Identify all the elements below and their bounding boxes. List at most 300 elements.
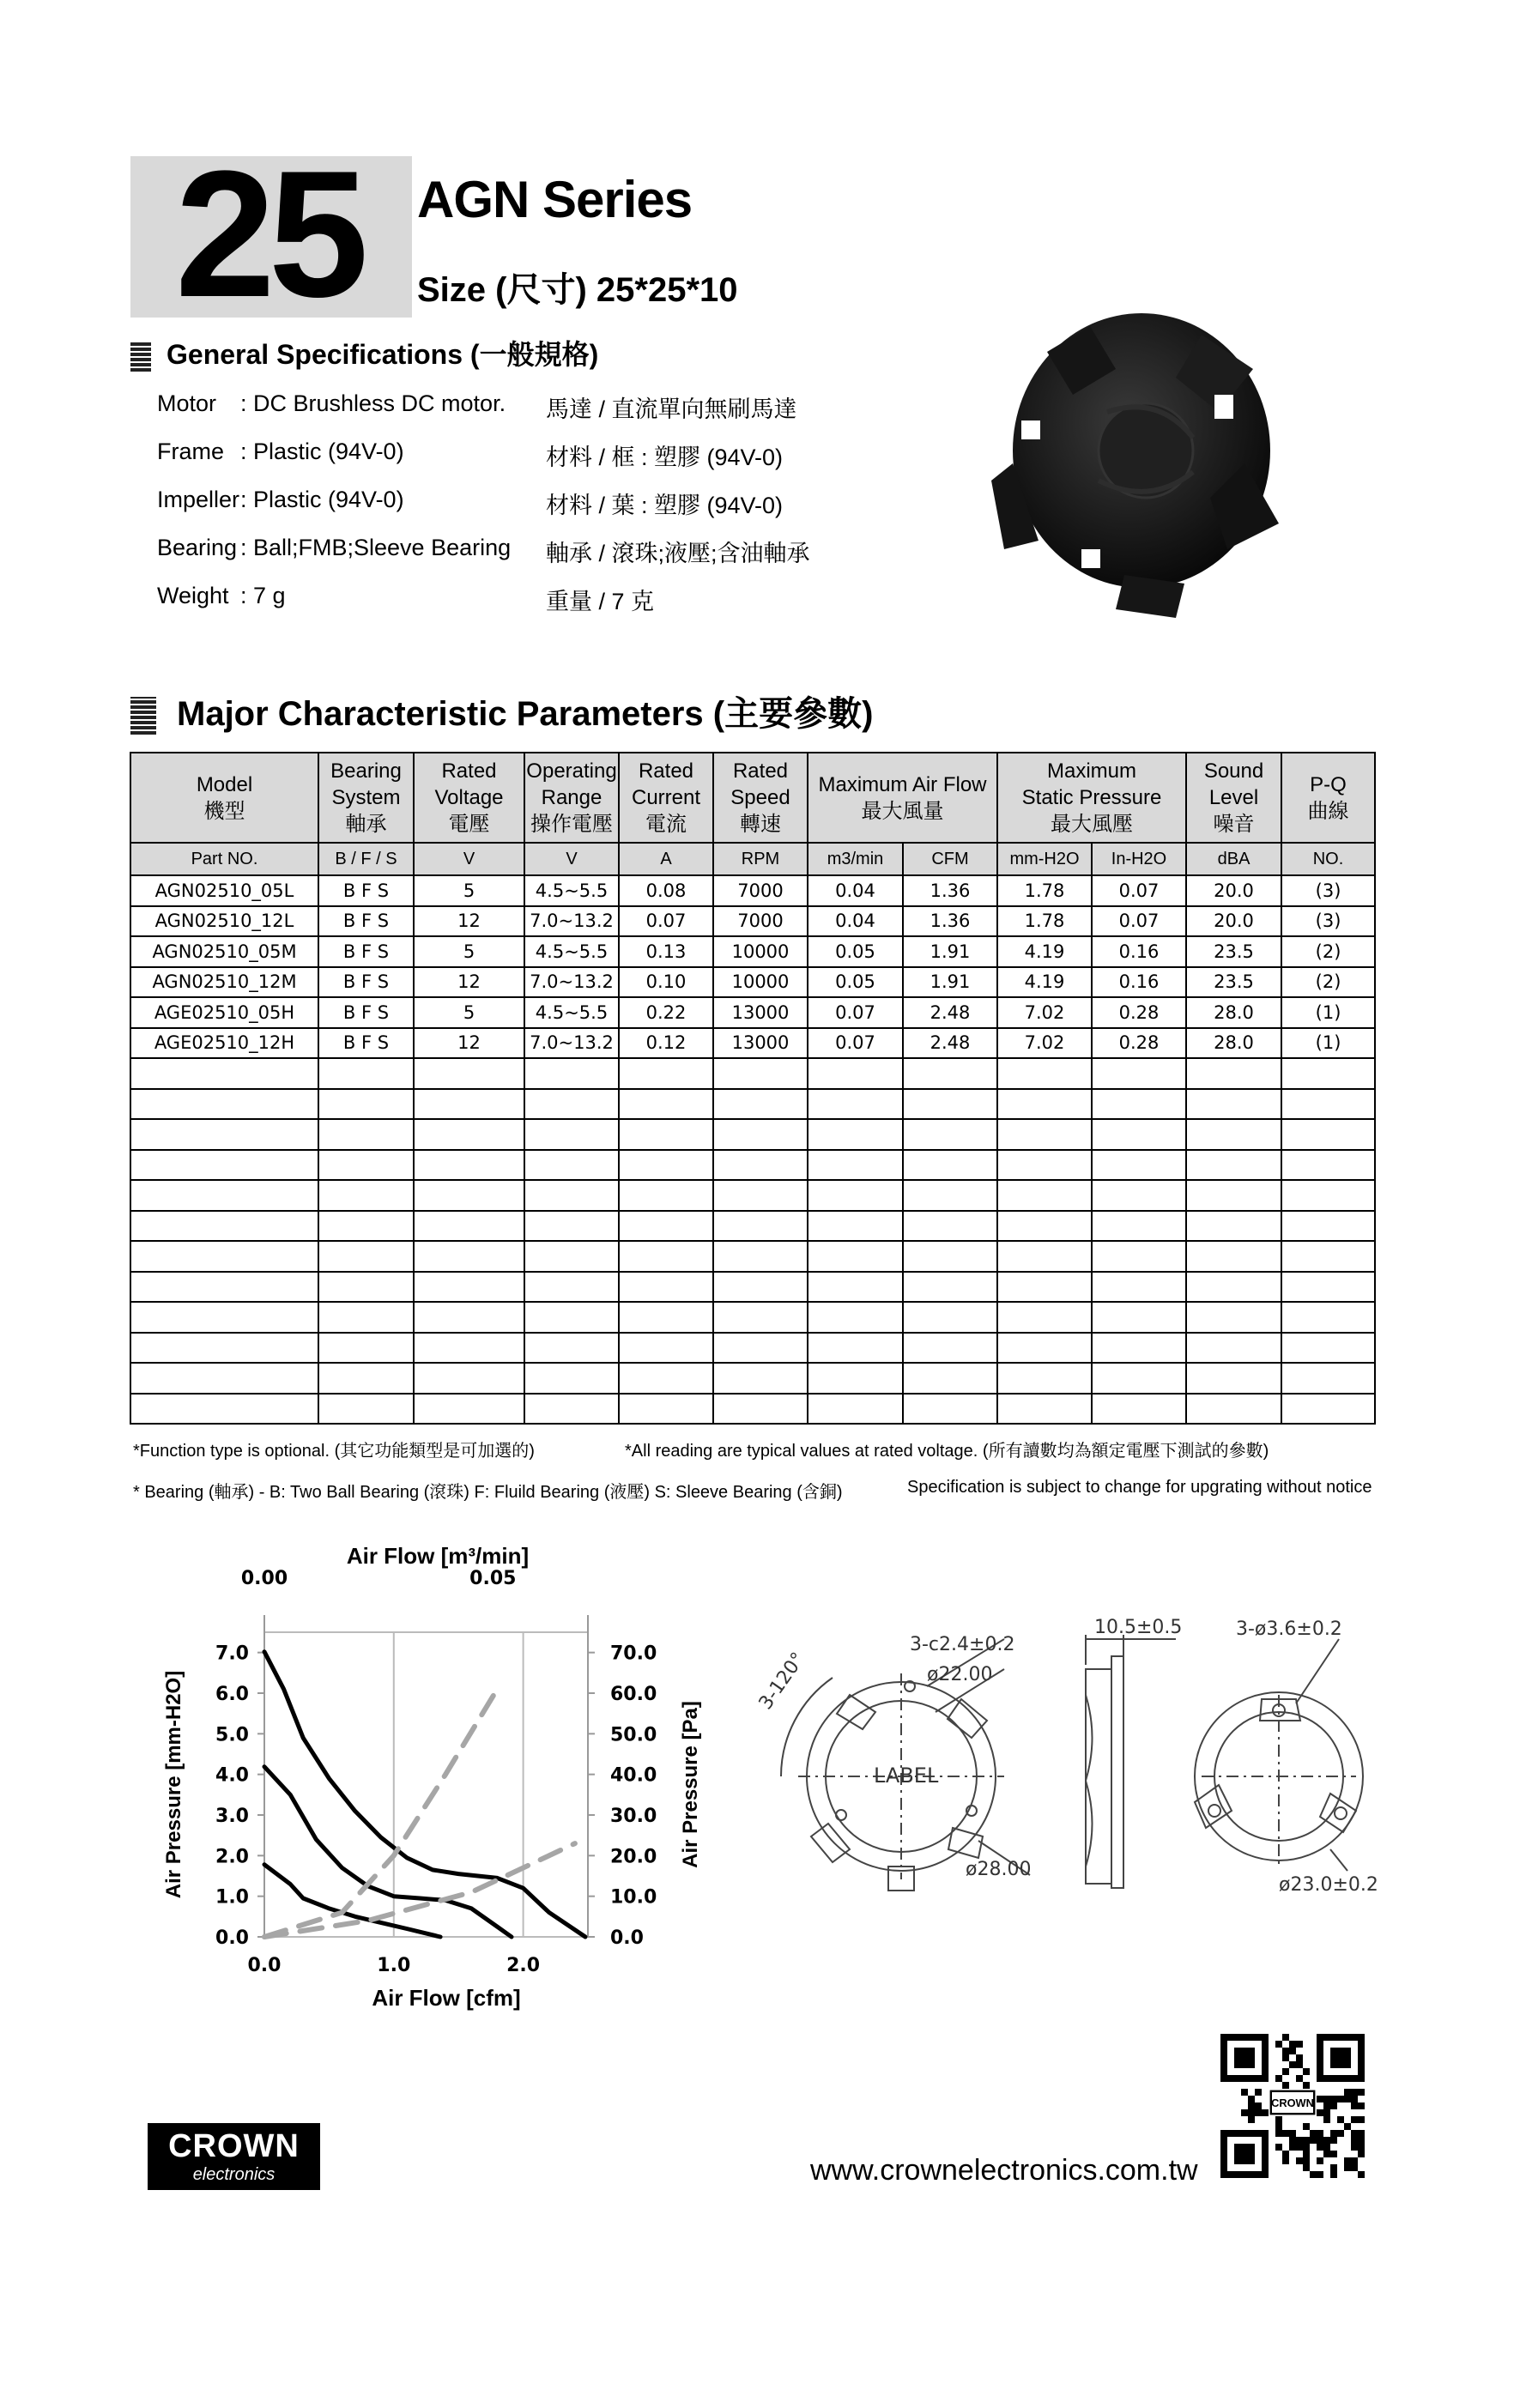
qr-module: [1241, 2109, 1248, 2116]
empty-cell: [318, 1272, 414, 1303]
table-cell: B F S: [318, 936, 414, 967]
empty-cell: [318, 1333, 414, 1364]
empty-table-row: [130, 1272, 1375, 1303]
qr-finder-core: [1234, 2048, 1255, 2068]
spec-label: Bearing: [157, 535, 238, 560]
col-bearing: Bearing System 軸承: [318, 753, 414, 843]
qr-module: [1275, 2116, 1282, 2123]
table-cell: 10000: [713, 936, 808, 967]
qr-logo-text: CROWN: [1271, 2096, 1314, 2109]
table-cell: 0.04: [808, 875, 903, 906]
empty-table-row: [130, 1302, 1375, 1333]
unit-cell: B / F / S: [318, 843, 414, 875]
table-cell: 0.04: [808, 906, 903, 937]
qr-module: [1296, 2144, 1303, 2151]
logo-main-text: CROWN: [168, 2128, 300, 2164]
qr-module: [1330, 2171, 1337, 2178]
table-cell: (1): [1281, 1028, 1375, 1059]
empty-cell: [1186, 1241, 1281, 1272]
empty-cell: [808, 1333, 903, 1364]
qr-module: [1358, 2144, 1365, 2151]
empty-cell: [713, 1058, 808, 1089]
qr-module: [1323, 2144, 1330, 2151]
empty-cell: [414, 1089, 524, 1120]
spec-label: Motor: [157, 390, 217, 416]
table-cell: (3): [1281, 906, 1375, 937]
empty-cell: [414, 1150, 524, 1181]
pq-curve-0: [264, 1652, 585, 1937]
empty-cell: [318, 1302, 414, 1333]
qr-code: [1220, 2034, 1365, 2178]
empty-cell: [713, 1302, 808, 1333]
table-cell: 1.36: [903, 875, 997, 906]
empty-cell: [713, 1272, 808, 1303]
series-title: AGN Series: [417, 171, 693, 228]
empty-cell: [808, 1119, 903, 1150]
col-operating: Operating Range 操作電壓: [524, 753, 619, 843]
table-cell: B F S: [318, 906, 414, 937]
qr-module: [1351, 2164, 1358, 2171]
qr-module: [1330, 2151, 1337, 2157]
empty-cell: [1281, 1333, 1375, 1364]
qr-module: [1323, 2151, 1330, 2157]
empty-cell: [1186, 1363, 1281, 1394]
note-function: *Function type is optional. (其它功能類型是可加選的): [133, 1442, 535, 1461]
dim-23-label: ø23.0±0.2: [1279, 1874, 1378, 1896]
empty-cell: [713, 1150, 808, 1181]
table-cell: 20.0: [1186, 906, 1281, 937]
pq-curve-1: [264, 1767, 512, 1937]
table-cell: 28.0: [1186, 997, 1281, 1028]
table-cell: B F S: [318, 997, 414, 1028]
qr-module: [1262, 2109, 1269, 2116]
empty-cell: [903, 1089, 997, 1120]
spec-value: : Plastic (94V-0): [240, 439, 404, 464]
empty-cell: [130, 1150, 318, 1181]
empty-cell: [713, 1211, 808, 1242]
qr-module: [1303, 2164, 1310, 2171]
table-cell: 28.0: [1186, 1028, 1281, 1059]
spec-zh: 軸承 / 滾珠;液壓;含油軸承: [546, 541, 810, 566]
qr-module: [1282, 2157, 1289, 2164]
dim-120-label: 3-120°: [754, 1649, 810, 1714]
empty-cell: [414, 1058, 524, 1089]
table-cell: 0.07: [808, 1028, 903, 1059]
empty-cell: [1186, 1150, 1281, 1181]
x-tick-label: 0.0: [247, 1955, 282, 1976]
table-cell: 4.5~5.5: [524, 875, 619, 906]
table-cell: 13000: [713, 1028, 808, 1059]
empty-cell: [713, 1089, 808, 1120]
empty-cell: [414, 1272, 524, 1303]
table-row: [130, 967, 1375, 998]
table-cell: 1.78: [997, 875, 1092, 906]
top-tick-label: 0.00: [240, 1568, 288, 1589]
table-cell: 0.07: [1092, 875, 1186, 906]
qr-module: [1323, 2137, 1330, 2144]
empty-cell: [524, 1363, 619, 1394]
qr-module: [1337, 2096, 1344, 2102]
y-tick-label: 3.0: [215, 1806, 249, 1827]
qr-module: [1289, 2041, 1296, 2048]
empty-cell: [619, 1119, 713, 1150]
table-cell: 0.22: [619, 997, 713, 1028]
empty-cell: [713, 1363, 808, 1394]
empty-cell: [524, 1150, 619, 1181]
table-cell: 0.13: [619, 936, 713, 967]
note-bearing: * Bearing (軸承) - B: Two Ball Bearing (滾珠) F: Fluild Bearing (液壓) S: Sleeve Bearing (含銅): [133, 1483, 843, 1502]
col-voltage: Rated Voltage 電壓: [414, 753, 524, 843]
table-cell: 1.78: [997, 906, 1092, 937]
table-cell: B F S: [318, 1028, 414, 1059]
x-axis-title: Air Flow [cfm]: [372, 1985, 521, 2011]
empty-cell: [903, 1058, 997, 1089]
empty-cell: [1092, 1180, 1186, 1211]
qr-module: [1351, 2137, 1358, 2144]
empty-cell: [414, 1119, 524, 1150]
qr-module: [1351, 2102, 1358, 2109]
spec-value: : Plastic (94V-0): [240, 487, 404, 512]
qr-module: [1344, 2123, 1351, 2130]
table-cell: 7000: [713, 875, 808, 906]
unit-row: [130, 843, 1375, 875]
table-cell: AGE02510_05H: [130, 997, 318, 1028]
empty-cell: [808, 1150, 903, 1181]
spec-label: Weight: [157, 583, 229, 608]
empty-cell: [524, 1394, 619, 1425]
qr-module: [1351, 2089, 1358, 2096]
plot-frame: [264, 1632, 588, 1937]
unit-cell: NO.: [1281, 843, 1375, 875]
empty-cell: [1186, 1302, 1281, 1333]
empty-cell: [1186, 1211, 1281, 1242]
empty-cell: [903, 1241, 997, 1272]
empty-cell: [318, 1150, 414, 1181]
empty-cell: [619, 1180, 713, 1211]
table-cell: 0.12: [619, 1028, 713, 1059]
spec-zh: 馬達 / 直流單向無刷馬達: [546, 396, 797, 422]
major-param-title: Major Characteristic Parameters (主要參數): [177, 695, 874, 733]
empty-cell: [997, 1394, 1092, 1425]
table-cell: 4.19: [997, 936, 1092, 967]
empty-cell: [524, 1119, 619, 1150]
qr-module: [1255, 2089, 1262, 2096]
drawing-label-text: LABEL: [874, 1764, 939, 1788]
table-cell: (2): [1281, 936, 1375, 967]
qr-module: [1296, 2054, 1303, 2061]
spec-zh: 材料 / 葉 : 塑膠 (94V-0): [546, 493, 784, 518]
qr-module: [1282, 2068, 1289, 2075]
unit-cell: V: [414, 843, 524, 875]
empty-table-row: [130, 1180, 1375, 1211]
empty-cell: [1092, 1272, 1186, 1303]
empty-cell: [903, 1272, 997, 1303]
empty-cell: [130, 1089, 318, 1120]
table-cell: 1.91: [903, 936, 997, 967]
dim-22-label: ø22.00: [927, 1664, 993, 1685]
table-cell: 0.16: [1092, 936, 1186, 967]
empty-cell: [130, 1241, 318, 1272]
empty-cell: [1092, 1394, 1186, 1425]
table-cell: 0.07: [808, 997, 903, 1028]
spec-label: Frame: [157, 439, 225, 464]
table-cell: 20.0: [1186, 875, 1281, 906]
table-cell: 7.02: [997, 1028, 1092, 1059]
qr-module: [1289, 2130, 1296, 2137]
qr-module: [1282, 2034, 1289, 2041]
empty-cell: [130, 1394, 318, 1425]
note-spec-change: Specification is subject to change for upgrating without notice: [907, 1478, 1372, 1497]
table-cell: 0.07: [619, 906, 713, 937]
qr-module: [1330, 2096, 1337, 2102]
y2-tick-label: 60.0: [610, 1684, 657, 1705]
empty-cell: [903, 1302, 997, 1333]
table-cell: 4.5~5.5: [524, 997, 619, 1028]
y-tick-label: 1.0: [215, 1886, 249, 1909]
qr-module: [1330, 2102, 1337, 2109]
y-tick-label: 6.0: [215, 1684, 249, 1705]
qr-module: [1289, 2137, 1296, 2144]
chart-grid: [257, 1615, 595, 1937]
y2-tick-label: 30.0: [610, 1806, 657, 1827]
dim-36-label: 3-ø3.6±0.2: [1236, 1618, 1342, 1640]
qr-module: [1317, 2109, 1323, 2116]
empty-cell: [414, 1241, 524, 1272]
qr-module: [1358, 2171, 1365, 2178]
qr-module: [1344, 2096, 1351, 2102]
empty-cell: [903, 1211, 997, 1242]
note-reading: *All reading are typical values at rated voltage. (所有讀數均為額定電壓下測試的參數): [625, 1442, 1269, 1461]
general-spec-heading: [130, 333, 598, 372]
empty-cell: [1092, 1150, 1186, 1181]
empty-cell: [997, 1302, 1092, 1333]
qr-module: [1351, 2130, 1358, 2137]
top-tick-label: 0.05: [469, 1568, 517, 1589]
unit-cell: dBA: [1186, 843, 1281, 875]
y2-tick-label: 10.0: [610, 1886, 657, 1909]
empty-cell: [619, 1333, 713, 1364]
qr-module: [1296, 2041, 1303, 2048]
empty-cell: [808, 1302, 903, 1333]
empty-cell: [414, 1333, 524, 1364]
qr-module: [1351, 2116, 1358, 2123]
table-cell: 1.36: [903, 906, 997, 937]
empty-cell: [130, 1058, 318, 1089]
qr-module: [1303, 2068, 1310, 2075]
col-speed: Rated Speed 轉速: [713, 753, 808, 843]
unit-cell: mm-H2O: [997, 843, 1092, 875]
table-cell: 0.05: [808, 967, 903, 998]
empty-cell: [524, 1180, 619, 1211]
table-cell: 0.07: [1092, 906, 1186, 937]
empty-cell: [1092, 1119, 1186, 1150]
qr-module: [1317, 2157, 1323, 2164]
empty-cell: [1281, 1058, 1375, 1089]
qr-finder-core: [1234, 2144, 1255, 2164]
qr-module: [1303, 2082, 1310, 2089]
table-cell: B F S: [318, 967, 414, 998]
col-sound: Sound Level 噪音: [1186, 753, 1281, 843]
empty-cell: [903, 1180, 997, 1211]
qr-module: [1275, 2130, 1282, 2137]
table-row: [130, 936, 1375, 967]
empty-cell: [524, 1241, 619, 1272]
empty-cell: [1281, 1394, 1375, 1425]
table-cell: 5: [414, 936, 524, 967]
qr-module: [1289, 2048, 1296, 2054]
table-cell: 1.91: [903, 967, 997, 998]
table-cell: 0.16: [1092, 967, 1186, 998]
empty-cell: [414, 1363, 524, 1394]
empty-cell: [318, 1089, 414, 1120]
table-cell: 12: [414, 1028, 524, 1059]
qr-module: [1282, 2151, 1289, 2157]
empty-cell: [1092, 1363, 1186, 1394]
empty-cell: [1186, 1180, 1281, 1211]
qr-module: [1296, 2157, 1303, 2164]
table-cell: 0.05: [808, 936, 903, 967]
qr-module: [1323, 2109, 1330, 2116]
y2-tick-label: 0.0: [610, 1927, 644, 1949]
section-marker-icon: [130, 342, 151, 372]
empty-cell: [808, 1211, 903, 1242]
empty-cell: [808, 1394, 903, 1425]
empty-cell: [997, 1272, 1092, 1303]
empty-cell: [619, 1272, 713, 1303]
qr-module: [1358, 2137, 1365, 2144]
table-cell: 0.10: [619, 967, 713, 998]
empty-cell: [1186, 1058, 1281, 1089]
y-axis-title: Air Pressure [mm-H2O]: [162, 1670, 185, 1899]
qr-module: [1344, 2089, 1351, 2096]
empty-cell: [524, 1058, 619, 1089]
qr-module: [1358, 2116, 1365, 2123]
qr-module: [1337, 2116, 1344, 2123]
empty-cell: [997, 1363, 1092, 1394]
qr-module: [1248, 2096, 1255, 2102]
y2-tick-label: 40.0: [610, 1764, 657, 1787]
empty-cell: [619, 1089, 713, 1120]
table-row: [130, 906, 1375, 937]
table-cell: 12: [414, 967, 524, 998]
empty-cell: [1281, 1089, 1375, 1120]
qr-module: [1303, 2157, 1310, 2164]
empty-cell: [713, 1241, 808, 1272]
empty-cell: [130, 1272, 318, 1303]
x-tick-label: 2.0: [506, 1955, 541, 1976]
unit-cell: Part NO.: [130, 843, 318, 875]
spec-value: : Ball;FMB;Sleeve Bearing: [240, 535, 512, 560]
empty-cell: [130, 1363, 318, 1394]
empty-table-row: [130, 1363, 1375, 1394]
chart-series-group: [264, 1652, 585, 1937]
empty-cell: [808, 1180, 903, 1211]
empty-cell: [1281, 1119, 1375, 1150]
empty-table-row: [130, 1211, 1375, 1242]
table-cell: AGE02510_12H: [130, 1028, 318, 1059]
empty-cell: [524, 1333, 619, 1364]
empty-cell: [713, 1394, 808, 1425]
qr-module: [1337, 2130, 1344, 2137]
table-cell: (2): [1281, 967, 1375, 998]
qr-module: [1275, 2123, 1282, 2130]
size-number: 25: [175, 133, 362, 335]
table-cell: 7000: [713, 906, 808, 937]
empty-cell: [318, 1119, 414, 1150]
empty-cell: [619, 1394, 713, 1425]
qr-module: [1248, 2109, 1255, 2116]
empty-cell: [1186, 1119, 1281, 1150]
empty-table-row: [130, 1241, 1375, 1272]
empty-cell: [318, 1363, 414, 1394]
unit-cell: CFM: [903, 843, 997, 875]
table-cell: 7.02: [997, 997, 1092, 1028]
website-link[interactable]: www.crownelectronics.com.tw: [810, 2154, 1198, 2187]
empty-cell: [414, 1394, 524, 1425]
empty-table-row: [130, 1150, 1375, 1181]
table-cell: 10000: [713, 967, 808, 998]
empty-cell: [713, 1180, 808, 1211]
empty-table-row: [130, 1394, 1375, 1425]
empty-cell: [997, 1241, 1092, 1272]
col-current: Rated Current 電流: [619, 753, 713, 843]
empty-cell: [318, 1180, 414, 1211]
spec-value: : 7 g: [240, 583, 286, 608]
table-cell: 7.0~13.2: [524, 906, 619, 937]
qr-module: [1344, 2164, 1351, 2171]
table-cell: 2.48: [903, 1028, 997, 1059]
table-cell: AGN02510_05L: [130, 875, 318, 906]
empty-cell: [808, 1363, 903, 1394]
col-pressure: Maximum Static Pressure 最大風壓: [997, 753, 1186, 843]
table-row: [130, 1028, 1375, 1059]
empty-cell: [997, 1058, 1092, 1089]
qr-module: [1248, 2102, 1255, 2109]
empty-cell: [130, 1211, 318, 1242]
table-cell: 7.0~13.2: [524, 1028, 619, 1059]
qr-module: [1317, 2171, 1323, 2178]
table-cell: 7.0~13.2: [524, 967, 619, 998]
empty-cell: [619, 1302, 713, 1333]
qr-module: [1358, 2089, 1365, 2096]
chart-labels: [162, 1543, 702, 2011]
empty-table-row: [130, 1333, 1375, 1364]
qr-module: [1255, 2109, 1262, 2116]
qr-module: [1282, 2054, 1289, 2061]
table-row: [130, 875, 1375, 906]
empty-cell: [414, 1180, 524, 1211]
empty-cell: [524, 1272, 619, 1303]
qr-module: [1296, 2137, 1303, 2144]
empty-cell: [414, 1302, 524, 1333]
empty-table-row: [130, 1119, 1375, 1150]
qr-module: [1351, 2157, 1358, 2164]
qr-module: [1317, 2096, 1323, 2102]
empty-cell: [1092, 1241, 1186, 1272]
empty-cell: [997, 1180, 1092, 1211]
size-line: Size (尺寸) 25*25*10: [417, 271, 738, 309]
empty-cell: [619, 1211, 713, 1242]
unit-cell: RPM: [713, 843, 808, 875]
table-cell: 5: [414, 875, 524, 906]
table-cell: 0.28: [1092, 997, 1186, 1028]
unit-cell: m3/min: [808, 843, 903, 875]
table-row: [130, 997, 1375, 1028]
table-cell: 2.48: [903, 997, 997, 1028]
empty-cell: [1092, 1211, 1186, 1242]
y-tick-label: 5.0: [215, 1724, 249, 1746]
empty-cell: [808, 1089, 903, 1120]
